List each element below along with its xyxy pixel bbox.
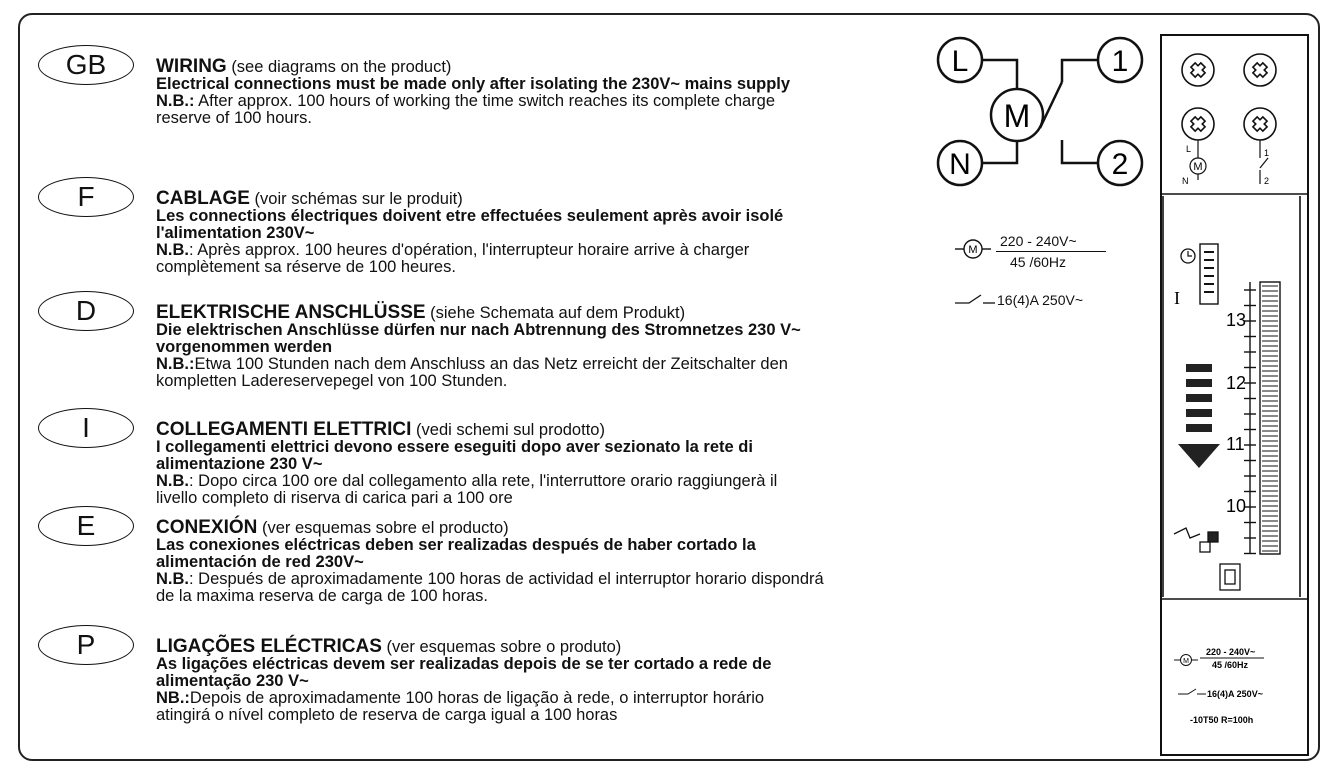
warning-line: Electrical connections must be made only after isolating the 230V~ mains supply [156, 75, 791, 93]
section-p [156, 638, 916, 724]
nb-line: complètement sa réserve de 100 heures. [156, 258, 456, 276]
nb-line: kompletten Ladereservepegel von 100 Stunden. [156, 372, 508, 390]
warning-line: Les connections électriques doivent etre effectuées seulement après avoir isolé [156, 207, 784, 225]
language-badge-i: I [38, 408, 134, 448]
section-subtitle: (see diagrams on the product) [231, 58, 452, 76]
contact-1-label: 1 [1111, 45, 1129, 78]
section-subtitle: (ver esquemas sobre o produto) [386, 638, 622, 656]
warning-line: vorgenommen werden [156, 338, 333, 356]
hour-12: 12 [1226, 373, 1247, 393]
spec-divider [996, 251, 1106, 252]
spec-frequency: 45 /60Hz [1010, 254, 1067, 270]
language-badge-f: F [38, 177, 134, 217]
nb-line: de la maxima reserva de carga de 100 horas. [156, 587, 489, 605]
spec-voltage: 220 - 240V~ [1000, 233, 1077, 249]
device-drawing [1160, 34, 1309, 756]
section-i [156, 421, 916, 507]
terminal-l-label: L [951, 45, 969, 78]
section-subtitle: (ver esquemas sobre el producto) [261, 519, 509, 537]
contact-2-label: 2 [1111, 148, 1129, 181]
device-relay: 16(4)A 250V~ [1207, 689, 1263, 699]
nb-line: reserve of 100 hours. [156, 109, 312, 127]
warning-line: l'alimentation 230V~ [156, 224, 315, 242]
svg-text:M: M [1183, 658, 1189, 665]
section-d [156, 304, 916, 390]
device-terminal-2: 2 [1264, 176, 1270, 186]
nb-line: livello completo di riserva di carica pari a 100 ore [156, 489, 513, 507]
nb-line: atingirá o nível completo de reserva de carga igual a 100 horas [156, 706, 618, 724]
device-terminal-n: N [1182, 176, 1189, 186]
hour-10: 10 [1226, 496, 1247, 516]
switch-symbol-icon [955, 292, 995, 306]
device-model: -10T50 R=100h [1190, 715, 1254, 725]
device-voltage: 220 - 240V~ [1206, 647, 1256, 657]
device-terminal-1: 1 [1264, 148, 1270, 158]
section-subtitle: (siehe Schemata auf dem Produkt) [430, 304, 686, 322]
nb-label: N.B. [156, 472, 189, 490]
device-frequency: 45 /60Hz [1212, 660, 1249, 670]
warning-line: Las conexiones eléctricas deben ser realizadas después de haber cortado la [156, 536, 756, 554]
nb-line: : Después de aproximadamente 100 horas de actividad el interruptor horario dispondrá [189, 570, 824, 588]
hour-13: 13 [1226, 310, 1247, 330]
nb-line: : Dopo circa 100 ore dal collegamento alla rete, l'interruttore orario raggiungerà il [189, 472, 778, 490]
warning-line: alimentación de red 230V~ [156, 553, 364, 571]
section-gb [156, 58, 916, 127]
nb-line: : Après approx. 100 heures d'opération, l'interrupteur horaire arrive à charger [189, 241, 750, 259]
nb-label: N.B.: [156, 92, 195, 110]
nb-label: N.B. [156, 570, 189, 588]
language-badge-e: E [38, 506, 134, 546]
warning-line: As ligações eléctricas devem ser realizadas depois de se ter cortado a rede de [156, 655, 772, 673]
warning-line: Die elektrischen Anschlüsse dürfen nur nach Abtrennung des Stromnetzes 230 V~ [156, 321, 801, 339]
motor-label: M [1003, 98, 1031, 134]
section-title: WIRING [156, 56, 227, 77]
section-f [156, 190, 916, 276]
nb-label: N.B.: [156, 355, 195, 373]
nb-label: NB.: [156, 689, 190, 707]
nb-line: Etwa 100 Stunden nach dem Anschluss an das Netz erreicht der Zeitschalter den [194, 355, 788, 373]
device-mark-i: I [1174, 288, 1180, 308]
motor-symbol-icon [955, 237, 991, 261]
section-title: CABLAGE [156, 188, 250, 209]
section-e [156, 519, 916, 605]
language-badge-d: D [38, 291, 134, 331]
section-title: ELEKTRISCHE ANSCHLÜSSE [156, 302, 426, 323]
section-subtitle: (voir schémas sur le produit) [254, 190, 463, 208]
section-subtitle: (vedi schemi sul prodotto) [416, 421, 605, 439]
spec-relay: 16(4)A 250V~ [997, 292, 1084, 308]
nb-line: After approx. 100 hours of working the time switch reaches its complete charge [194, 92, 776, 110]
svg-text:M: M [968, 244, 978, 256]
section-title: CONEXIÓN [156, 517, 258, 538]
warning-line: alimentação 230 V~ [156, 672, 309, 690]
language-badge-gb: GB [38, 45, 134, 85]
section-title: COLLEGAMENTI ELETTRICI [156, 419, 412, 440]
section-title: LIGAÇÕES ELÉCTRICAS [156, 636, 382, 657]
nb-label: N.B. [156, 241, 189, 259]
wiring-diagram [930, 30, 1150, 200]
nb-line: Depois de aproximadamente 100 horas de ligação à rede, o interruptor horário [189, 689, 765, 707]
device-terminal-l: L [1186, 144, 1192, 154]
terminal-n-label: N [949, 148, 971, 181]
language-badge-p: P [38, 625, 134, 665]
warning-line: I collegamenti elettrici devono essere eseguiti dopo aver sezionato la rete di [156, 438, 753, 456]
device-motor-label: M [1193, 161, 1203, 173]
warning-line: alimentazione 230 V~ [156, 455, 323, 473]
hour-11: 11 [1226, 434, 1245, 454]
